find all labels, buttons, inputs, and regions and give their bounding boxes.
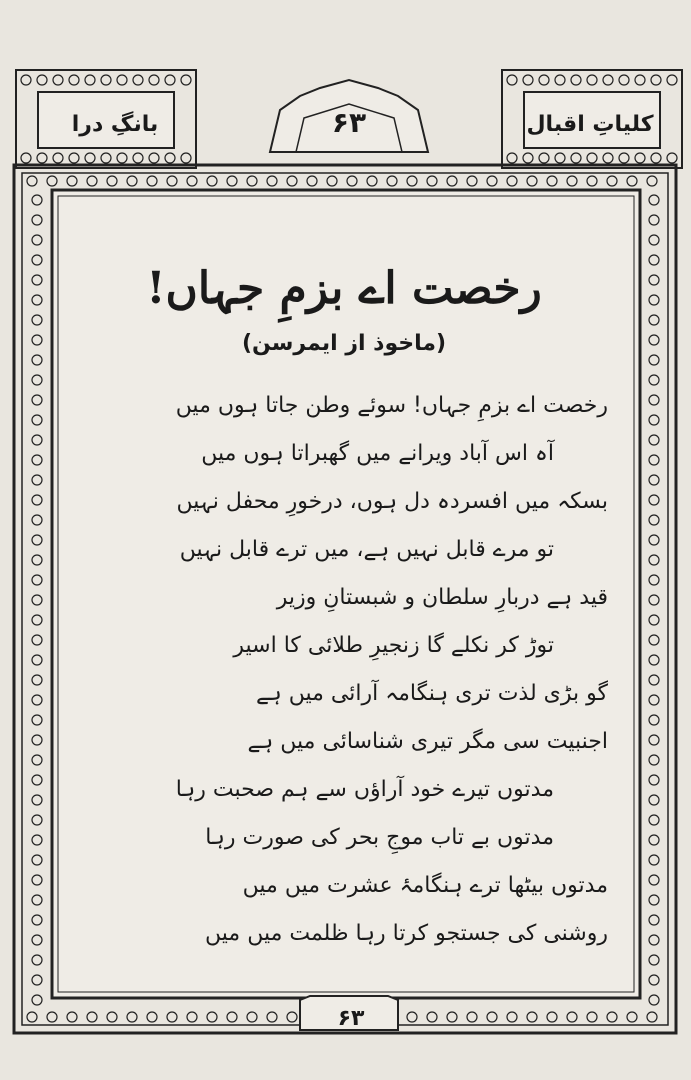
footer-page-number: ۶۳: [337, 1006, 365, 1031]
verse-line: بسکہ میں افسردہ دل ہوں، درخورِ محفل نہیں: [176, 489, 608, 515]
verse-line: گو بڑی لذت تری ہنگامہ آرائی میں ہے: [255, 681, 608, 707]
verse-line: مدتوں بے تاب موجِ بحر کی صورت رہا: [205, 825, 554, 851]
verse-list: [80, 382, 608, 958]
verse-line: اجنبیت سی مگر تیری شناسائی میں ہے: [247, 729, 608, 755]
verse-line: تو مرے قابل نہیں ہے، میں ترے قابل نہیں: [179, 537, 554, 563]
header-collection-title: کلیاتِ اقبال: [526, 112, 654, 137]
verse-line: روشنی کی جستجو کرتا رہا ظلمت میں میں: [205, 921, 608, 947]
poem-content: [80, 195, 608, 985]
verse-line: قید ہے دربارِ سلطان و شبستانِ وزیر: [276, 585, 608, 611]
poem-title: رخصت اے بزمِ جہاں!: [146, 263, 542, 314]
poem-subtitle: (ماخوذ از ایمرسن): [241, 331, 447, 357]
verse-line: آہ اس آباد ویرانے میں گھبراتا ہوں میں: [201, 441, 554, 467]
verse-line: توڑ کر نکلے گا زنجیرِ طلائی کا اسیر: [233, 633, 554, 659]
verse-line: مدتوں بیٹھا ترے ہنگامۂ عشرت میں میں: [242, 873, 608, 899]
verse-line: مدتوں تیرے خود آراؤں سے ہم صحبت رہا: [175, 777, 554, 803]
header-book-title: بانگِ درا: [71, 112, 159, 137]
verse-line: رخصت اے بزمِ جہاں! سوئے وطن جاتا ہوں میں: [175, 393, 608, 419]
header-page-number: ۶۳: [331, 106, 367, 139]
